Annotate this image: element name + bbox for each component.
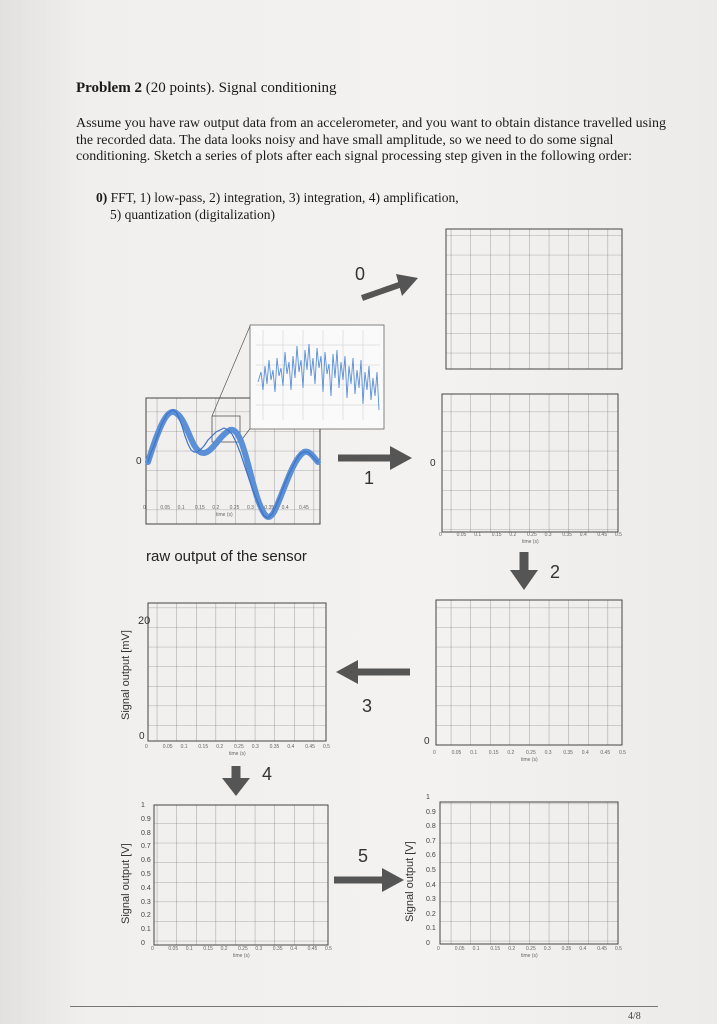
arrow-2 (510, 552, 538, 590)
raw-zero-label: 0 (136, 456, 142, 467)
amplification-time-tick: 0.15 (203, 946, 213, 952)
grid-quantization[interactable] (440, 802, 618, 944)
amplification-time-tick: 0.25 (238, 946, 248, 952)
grid-fft[interactable] (446, 229, 622, 369)
arrow-3-label: 3 (362, 696, 373, 716)
integration1-time-tick: 0.25 (526, 750, 536, 756)
mv-axis-label: Signal output [mV] (120, 630, 132, 720)
svg-text:.: . (322, 423, 323, 427)
integration2-zero-label: 0 (139, 731, 145, 742)
integration2-time-tick: 0.15 (198, 744, 209, 750)
quantization-time-tick: 0.4 (579, 946, 587, 952)
amplification-time-tick: 0.1 (185, 946, 193, 952)
lowpass-time-tick: 0.1 (474, 532, 482, 538)
integration1-time-tick: 0.1 (470, 750, 478, 756)
v-left-tick: 0.2 (141, 912, 151, 920)
integration1-time-label: time (s) (521, 757, 538, 763)
integration1-time-tick: 0.5 (619, 750, 626, 756)
lowpass-time-tick: 0.4 (579, 532, 587, 538)
amplification-time-tick: 0.35 (272, 946, 283, 952)
v-left-tick: 0.8 (141, 829, 151, 837)
raw-time-tick: 0.3 (247, 505, 254, 511)
grid-integration-1[interactable] (436, 600, 622, 745)
quantization-time-tick: 0.05 (454, 946, 465, 952)
raw-output-caption: raw output of the sensor (146, 548, 307, 565)
v-right-tick: 0 (426, 940, 430, 947)
grid-amplification[interactable] (154, 805, 328, 945)
amplification-time-label: time (s) (233, 953, 250, 959)
v-axis-label-right: Signal output [V] (404, 841, 416, 922)
lowpass-time-tick: 0.35 (562, 532, 572, 538)
problem-points: (20 points). (145, 80, 215, 96)
raw-time-label: time (s) (216, 512, 233, 518)
lowpass-time-tick: 0.3 (544, 532, 552, 538)
integration2-time-tick: 0.05 (162, 744, 173, 750)
raw-time-tick: 0.25 (229, 505, 240, 511)
lowpass-time-tick: 0.45 (597, 532, 608, 538)
arrow-3 (336, 660, 410, 684)
svg-text:.: . (362, 423, 363, 427)
v-left-tick: 0 (141, 940, 145, 947)
v-left-tick: 0.9 (141, 815, 151, 823)
integration2-time-tick: 0 (145, 744, 148, 750)
v-right-tick: 0.5 (426, 867, 436, 874)
quantization-time-tick: 0.1 (472, 946, 480, 952)
quantization-time-tick: 0.45 (597, 946, 607, 952)
arrow-1-label: 1 (364, 468, 375, 488)
arrow-0-label: 0 (355, 264, 366, 284)
svg-text:.: . (342, 423, 343, 427)
problem-title: Signal conditioning (218, 80, 337, 96)
v-left-tick: 0.4 (141, 884, 151, 892)
integration1-time-tick: 0.2 (507, 750, 515, 756)
v-right-tick: 0.8 (426, 823, 436, 831)
raw-time-tick: 0.05 (160, 505, 171, 511)
quantization-time-tick: 0 (437, 946, 440, 952)
svg-text:.: . (302, 423, 303, 427)
v-left-tick: 0.6 (141, 857, 151, 865)
integration1-time-tick: 0.15 (488, 750, 499, 756)
integration2-time-tick: 0.5 (323, 744, 330, 750)
lowpass-time-tick: 0.5 (615, 532, 622, 538)
integration2-time-tick: 0.3 (251, 744, 259, 750)
svg-text:.: . (262, 423, 263, 427)
steps-line-1: FFT, 1) low-pass, 2) integration, 3) integration, 4) amplification, (110, 190, 459, 205)
v-right-tick: 0.3 (426, 896, 436, 904)
arrow-4 (222, 766, 250, 796)
raw-time-tick: 0.45 (299, 505, 309, 511)
quantization-time-tick: 0.5 (615, 946, 622, 952)
integration2-time-tick: 0.35 (269, 744, 280, 750)
lowpass-time-tick: 0.2 (509, 532, 517, 538)
raw-time-tick: 0.4 (281, 505, 289, 511)
raw-time-tick: 0.1 (177, 505, 185, 511)
integration2-time-tick: 0.25 (234, 744, 244, 750)
arrow-1 (338, 446, 412, 470)
integration2-time-tick: 0.4 (287, 744, 295, 750)
v-right-tick: 0.4 (426, 881, 436, 889)
quantization-time-tick: 0.2 (508, 946, 516, 952)
integration1-time-tick: 0.3 (544, 750, 552, 756)
quantization-time-label: time (s) (521, 953, 538, 959)
raw-time-tick: 0.15 (195, 505, 205, 511)
v-left-tick: 1 (141, 802, 145, 809)
integration1-zero-label: 0 (424, 736, 430, 747)
amplification-time-tick: 0.05 (168, 946, 179, 952)
integration1-time-tick: 0.45 (600, 750, 611, 756)
problem-label: Problem 2 (76, 80, 142, 96)
raw-time-tick: 0 (143, 505, 146, 511)
integration2-top-label: 20 (138, 615, 151, 627)
lowpass-time-tick: 0.05 (456, 532, 467, 538)
integration1-time-tick: 0.35 (563, 750, 573, 756)
lowpass-time-label: time (s) (522, 539, 539, 545)
lowpass-zero-label: 0 (430, 458, 436, 469)
inset-plot-frame (250, 325, 384, 429)
quantization-time-tick: 0.35 (561, 946, 572, 952)
amplification-time-tick: 0.2 (220, 946, 228, 952)
page-number: 4/8 (628, 1011, 641, 1022)
v-right-tick: 0.6 (426, 852, 436, 860)
v-right-tick: 0.1 (426, 925, 436, 933)
arrow-0 (362, 274, 418, 298)
svg-text:.: . (282, 423, 283, 427)
v-right-tick: 0.2 (426, 910, 436, 918)
raw-time-tick: 0.35 (264, 505, 275, 511)
arrow-2-label: 2 (550, 562, 561, 582)
v-right-tick: 0.7 (426, 837, 436, 845)
grid-integration-2[interactable] (148, 603, 326, 741)
grid-low-pass[interactable] (442, 394, 618, 532)
lowpass-time-tick: 0.25 (527, 532, 537, 538)
integration2-time-tick: 0.45 (305, 744, 315, 750)
v-right-tick: 0.9 (426, 808, 436, 816)
integration2-time-tick: 0.1 (180, 744, 188, 750)
v-left-tick: 0.7 (141, 843, 151, 851)
v-right-tick: 1 (426, 794, 430, 801)
problem-instructions: Assume you have raw output data from an accelerometer, and you want to obtain distance travelled using the recorded data. The data looks noisy and have small amplitude, so we need to do some signal conditioning. Sketch a series of plots after each signal processing step given in the following order: (76, 116, 666, 164)
lowpass-time-tick: 0 (439, 532, 442, 538)
lowpass-time-tick: 0.15 (491, 532, 502, 538)
amplification-time-tick: 0.4 (290, 946, 298, 952)
amplification-time-tick: 0.3 (255, 946, 263, 952)
arrow-4-label: 4 (262, 764, 273, 784)
raw-time-tick: 0.2 (212, 505, 220, 511)
v-left-tick: 0.5 (141, 871, 151, 878)
amplification-time-tick: 0 (151, 946, 154, 952)
arrow-5 (334, 868, 404, 892)
integration2-time-tick: 0.2 (216, 744, 224, 750)
integration1-time-tick: 0.4 (581, 750, 589, 756)
amplification-time-tick: 0.5 (325, 946, 332, 952)
quantization-time-tick: 0.25 (526, 946, 536, 952)
footer-divider (70, 1006, 658, 1007)
quantization-time-tick: 0.3 (543, 946, 551, 952)
integration2-time-label: time (s) (229, 751, 246, 757)
quantization-time-tick: 0.15 (490, 946, 501, 952)
amplification-time-tick: 0.45 (307, 946, 318, 952)
steps-number: 0) (96, 190, 108, 205)
arrow-5-label: 5 (358, 846, 369, 866)
v-left-tick: 0.1 (141, 926, 151, 934)
steps-line-2: 5) quantization (digitalization) (110, 207, 275, 222)
integration1-time-tick: 0 (433, 750, 436, 756)
v-left-tick: 0.3 (141, 898, 151, 906)
v-axis-label-left: Signal output [V] (120, 843, 132, 924)
integration1-time-tick: 0.05 (451, 750, 462, 756)
